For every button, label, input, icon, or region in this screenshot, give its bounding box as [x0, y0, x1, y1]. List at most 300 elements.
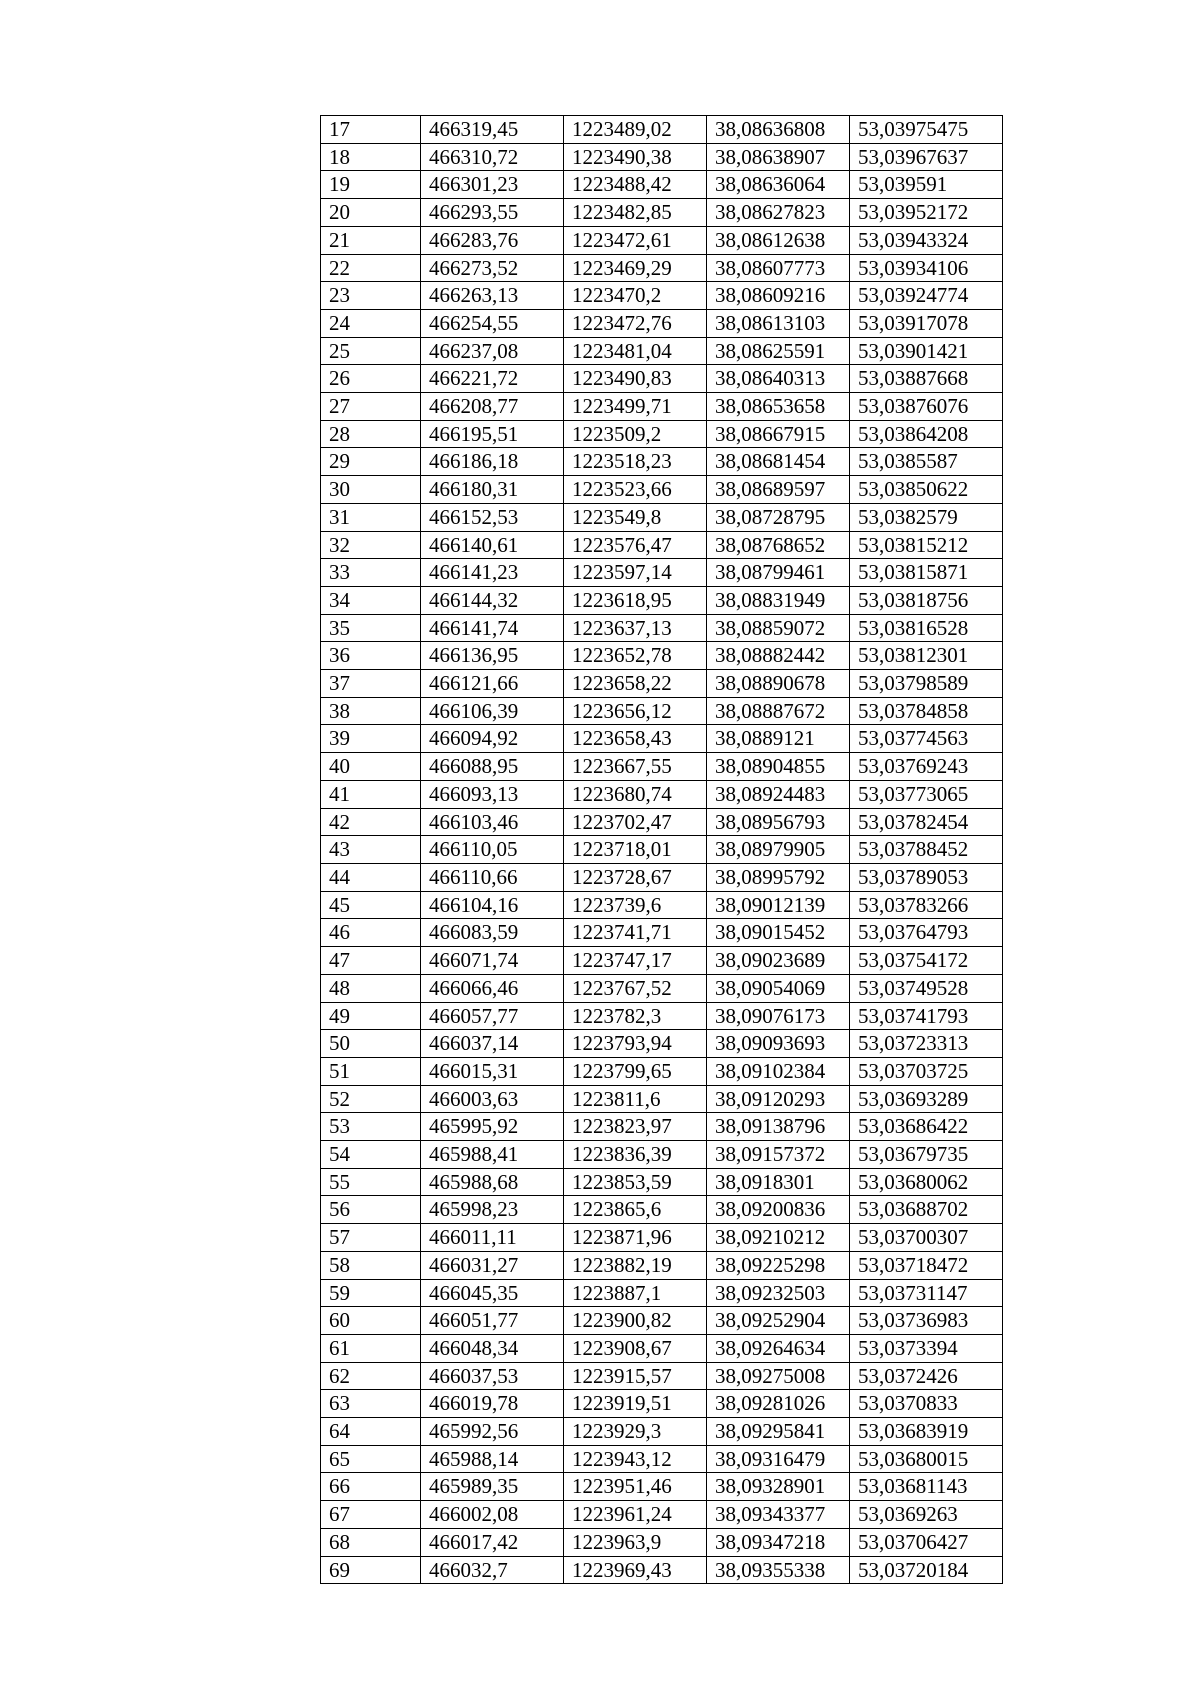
latitude-cell: 53,03754172	[850, 947, 1003, 975]
latitude-cell: 53,0373394	[850, 1334, 1003, 1362]
coordinates-table-body	[321, 116, 1003, 1584]
y-coordinate-cell: 1223509,2	[564, 420, 707, 448]
point-number-cell: 28	[321, 420, 421, 448]
table-row	[321, 1168, 1003, 1196]
latitude-cell: 53,039591	[850, 171, 1003, 199]
longitude-cell: 38,09076173	[707, 1002, 850, 1030]
latitude-cell: 53,03850622	[850, 476, 1003, 504]
y-coordinate-cell: 1223523,66	[564, 476, 707, 504]
y-coordinate-cell: 1223518,23	[564, 448, 707, 476]
table-row	[321, 947, 1003, 975]
table-row	[321, 199, 1003, 227]
y-coordinate-cell: 1223499,71	[564, 393, 707, 421]
point-number-cell: 44	[321, 863, 421, 891]
table-row	[321, 171, 1003, 199]
table-row	[321, 614, 1003, 642]
x-coordinate-cell: 465988,68	[421, 1168, 564, 1196]
point-number-cell: 67	[321, 1501, 421, 1529]
x-coordinate-cell: 466088,95	[421, 753, 564, 781]
point-number-cell: 39	[321, 725, 421, 753]
y-coordinate-cell: 1223836,39	[564, 1141, 707, 1169]
longitude-cell: 38,09264634	[707, 1334, 850, 1362]
y-coordinate-cell: 1223728,67	[564, 863, 707, 891]
longitude-cell: 38,09015452	[707, 919, 850, 947]
latitude-cell: 53,0372426	[850, 1362, 1003, 1390]
longitude-cell: 38,08887672	[707, 697, 850, 725]
point-number-cell: 50	[321, 1030, 421, 1058]
x-coordinate-cell: 466057,77	[421, 1002, 564, 1030]
longitude-cell: 38,08768652	[707, 531, 850, 559]
longitude-cell: 38,09157372	[707, 1141, 850, 1169]
longitude-cell: 38,09120293	[707, 1085, 850, 1113]
longitude-cell: 38,09328901	[707, 1473, 850, 1501]
x-coordinate-cell: 466103,46	[421, 808, 564, 836]
x-coordinate-cell: 466094,92	[421, 725, 564, 753]
longitude-cell: 38,08625591	[707, 337, 850, 365]
longitude-cell: 38,09275008	[707, 1362, 850, 1390]
y-coordinate-cell: 1223865,6	[564, 1196, 707, 1224]
table-row	[321, 808, 1003, 836]
y-coordinate-cell: 1223811,6	[564, 1085, 707, 1113]
longitude-cell: 38,08882442	[707, 642, 850, 670]
y-coordinate-cell: 1223482,85	[564, 199, 707, 227]
longitude-cell: 38,08609216	[707, 282, 850, 310]
table-row	[321, 642, 1003, 670]
y-coordinate-cell: 1223943,12	[564, 1445, 707, 1473]
point-number-cell: 43	[321, 836, 421, 864]
latitude-cell: 53,03688702	[850, 1196, 1003, 1224]
latitude-cell: 53,03789053	[850, 863, 1003, 891]
point-number-cell: 68	[321, 1528, 421, 1556]
table-row	[321, 1057, 1003, 1085]
longitude-cell: 38,08728795	[707, 503, 850, 531]
latitude-cell: 53,0370833	[850, 1390, 1003, 1418]
longitude-cell: 38,09355338	[707, 1556, 850, 1584]
y-coordinate-cell: 1223900,82	[564, 1307, 707, 1335]
table-row	[321, 1279, 1003, 1307]
longitude-cell: 38,08831949	[707, 586, 850, 614]
point-number-cell: 63	[321, 1390, 421, 1418]
point-number-cell: 41	[321, 780, 421, 808]
latitude-cell: 53,03720184	[850, 1556, 1003, 1584]
x-coordinate-cell: 466237,08	[421, 337, 564, 365]
latitude-cell: 53,03815212	[850, 531, 1003, 559]
latitude-cell: 53,03680062	[850, 1168, 1003, 1196]
point-number-cell: 21	[321, 226, 421, 254]
x-coordinate-cell: 466140,61	[421, 531, 564, 559]
longitude-cell: 38,09316479	[707, 1445, 850, 1473]
y-coordinate-cell: 1223919,51	[564, 1390, 707, 1418]
y-coordinate-cell: 1223469,29	[564, 254, 707, 282]
y-coordinate-cell: 1223472,61	[564, 226, 707, 254]
point-number-cell: 56	[321, 1196, 421, 1224]
y-coordinate-cell: 1223915,57	[564, 1362, 707, 1390]
latitude-cell: 53,03773065	[850, 780, 1003, 808]
point-number-cell: 32	[321, 531, 421, 559]
y-coordinate-cell: 1223488,42	[564, 171, 707, 199]
point-number-cell: 66	[321, 1473, 421, 1501]
latitude-cell: 53,03774563	[850, 725, 1003, 753]
latitude-cell: 53,03864208	[850, 420, 1003, 448]
y-coordinate-cell: 1223489,02	[564, 116, 707, 144]
point-number-cell: 37	[321, 670, 421, 698]
table-row	[321, 393, 1003, 421]
longitude-cell: 38,09295841	[707, 1418, 850, 1446]
latitude-cell: 53,03700307	[850, 1224, 1003, 1252]
x-coordinate-cell: 466144,32	[421, 586, 564, 614]
y-coordinate-cell: 1223799,65	[564, 1057, 707, 1085]
y-coordinate-cell: 1223823,97	[564, 1113, 707, 1141]
x-coordinate-cell: 466283,76	[421, 226, 564, 254]
table-row	[321, 780, 1003, 808]
point-number-cell: 48	[321, 974, 421, 1002]
latitude-cell: 53,03788452	[850, 836, 1003, 864]
point-number-cell: 64	[321, 1418, 421, 1446]
y-coordinate-cell: 1223767,52	[564, 974, 707, 1002]
point-number-cell: 17	[321, 116, 421, 144]
x-coordinate-cell: 465998,23	[421, 1196, 564, 1224]
latitude-cell: 53,03769243	[850, 753, 1003, 781]
point-number-cell: 61	[321, 1334, 421, 1362]
point-number-cell: 18	[321, 143, 421, 171]
longitude-cell: 38,09252904	[707, 1307, 850, 1335]
latitude-cell: 53,03967637	[850, 143, 1003, 171]
table-row	[321, 559, 1003, 587]
x-coordinate-cell: 466071,74	[421, 947, 564, 975]
y-coordinate-cell: 1223702,47	[564, 808, 707, 836]
longitude-cell: 38,09347218	[707, 1528, 850, 1556]
table-row	[321, 1085, 1003, 1113]
longitude-cell: 38,08890678	[707, 670, 850, 698]
x-coordinate-cell: 466319,45	[421, 116, 564, 144]
y-coordinate-cell: 1223658,22	[564, 670, 707, 698]
x-coordinate-cell: 466141,74	[421, 614, 564, 642]
longitude-cell: 38,08638907	[707, 143, 850, 171]
point-number-cell: 58	[321, 1251, 421, 1279]
x-coordinate-cell: 465988,14	[421, 1445, 564, 1473]
table-row	[321, 1390, 1003, 1418]
longitude-cell: 38,09102384	[707, 1057, 850, 1085]
longitude-cell: 38,08607773	[707, 254, 850, 282]
table-row	[321, 919, 1003, 947]
y-coordinate-cell: 1223680,74	[564, 780, 707, 808]
table-row	[321, 1501, 1003, 1529]
table-row	[321, 891, 1003, 919]
x-coordinate-cell: 466152,53	[421, 503, 564, 531]
y-coordinate-cell: 1223739,6	[564, 891, 707, 919]
table-row	[321, 116, 1003, 144]
x-coordinate-cell: 466015,31	[421, 1057, 564, 1085]
x-coordinate-cell: 465988,41	[421, 1141, 564, 1169]
y-coordinate-cell: 1223887,1	[564, 1279, 707, 1307]
x-coordinate-cell: 466019,78	[421, 1390, 564, 1418]
table-row	[321, 1334, 1003, 1362]
x-coordinate-cell: 466136,95	[421, 642, 564, 670]
longitude-cell: 38,08904855	[707, 753, 850, 781]
point-number-cell: 65	[321, 1445, 421, 1473]
latitude-cell: 53,03681143	[850, 1473, 1003, 1501]
latitude-cell: 53,03680015	[850, 1445, 1003, 1473]
point-number-cell: 36	[321, 642, 421, 670]
y-coordinate-cell: 1223637,13	[564, 614, 707, 642]
point-number-cell: 46	[321, 919, 421, 947]
latitude-cell: 53,03815871	[850, 559, 1003, 587]
point-number-cell: 33	[321, 559, 421, 587]
latitude-cell: 53,03917078	[850, 309, 1003, 337]
latitude-cell: 53,03876076	[850, 393, 1003, 421]
table-row	[321, 1362, 1003, 1390]
longitude-cell: 38,08979905	[707, 836, 850, 864]
longitude-cell: 38,08924483	[707, 780, 850, 808]
longitude-cell: 38,09281026	[707, 1390, 850, 1418]
x-coordinate-cell: 466110,66	[421, 863, 564, 891]
x-coordinate-cell: 466141,23	[421, 559, 564, 587]
longitude-cell: 38,08799461	[707, 559, 850, 587]
longitude-cell: 38,08613103	[707, 309, 850, 337]
longitude-cell: 38,08995792	[707, 863, 850, 891]
y-coordinate-cell: 1223961,24	[564, 1501, 707, 1529]
longitude-cell: 38,0889121	[707, 725, 850, 753]
latitude-cell: 53,0369263	[850, 1501, 1003, 1529]
table-row	[321, 1251, 1003, 1279]
table-row	[321, 753, 1003, 781]
longitude-cell: 38,08689597	[707, 476, 850, 504]
table-row	[321, 1307, 1003, 1335]
x-coordinate-cell: 465992,56	[421, 1418, 564, 1446]
y-coordinate-cell: 1223576,47	[564, 531, 707, 559]
table-row	[321, 1002, 1003, 1030]
x-coordinate-cell: 466104,16	[421, 891, 564, 919]
longitude-cell: 38,08653658	[707, 393, 850, 421]
y-coordinate-cell: 1223667,55	[564, 753, 707, 781]
table-row	[321, 670, 1003, 698]
table-row	[321, 365, 1003, 393]
point-number-cell: 51	[321, 1057, 421, 1085]
longitude-cell: 38,08667915	[707, 420, 850, 448]
x-coordinate-cell: 466066,46	[421, 974, 564, 1002]
point-number-cell: 34	[321, 586, 421, 614]
x-coordinate-cell: 466032,7	[421, 1556, 564, 1584]
x-coordinate-cell: 466110,05	[421, 836, 564, 864]
latitude-cell: 53,03723313	[850, 1030, 1003, 1058]
point-number-cell: 49	[321, 1002, 421, 1030]
x-coordinate-cell: 466037,14	[421, 1030, 564, 1058]
latitude-cell: 53,03706427	[850, 1528, 1003, 1556]
table-row	[321, 420, 1003, 448]
latitude-cell: 53,03703725	[850, 1057, 1003, 1085]
latitude-cell: 53,03731147	[850, 1279, 1003, 1307]
longitude-cell: 38,0918301	[707, 1168, 850, 1196]
x-coordinate-cell: 466301,23	[421, 171, 564, 199]
y-coordinate-cell: 1223793,94	[564, 1030, 707, 1058]
table-row	[321, 143, 1003, 171]
point-number-cell: 23	[321, 282, 421, 310]
latitude-cell: 53,03741793	[850, 1002, 1003, 1030]
longitude-cell: 38,09054069	[707, 974, 850, 1002]
latitude-cell: 53,03934106	[850, 254, 1003, 282]
table-row	[321, 586, 1003, 614]
table-row	[321, 1418, 1003, 1446]
table-row	[321, 476, 1003, 504]
y-coordinate-cell: 1223472,76	[564, 309, 707, 337]
latitude-cell: 53,03943324	[850, 226, 1003, 254]
point-number-cell: 30	[321, 476, 421, 504]
table-row	[321, 503, 1003, 531]
y-coordinate-cell: 1223718,01	[564, 836, 707, 864]
x-coordinate-cell: 466093,13	[421, 780, 564, 808]
latitude-cell: 53,03718472	[850, 1251, 1003, 1279]
table-row	[321, 1113, 1003, 1141]
point-number-cell: 38	[321, 697, 421, 725]
latitude-cell: 53,03693289	[850, 1085, 1003, 1113]
y-coordinate-cell: 1223549,8	[564, 503, 707, 531]
y-coordinate-cell: 1223782,3	[564, 1002, 707, 1030]
x-coordinate-cell: 466011,11	[421, 1224, 564, 1252]
latitude-cell: 53,0382579	[850, 503, 1003, 531]
longitude-cell: 38,08636808	[707, 116, 850, 144]
x-coordinate-cell: 465989,35	[421, 1473, 564, 1501]
longitude-cell: 38,09012139	[707, 891, 850, 919]
point-number-cell: 69	[321, 1556, 421, 1584]
table-row	[321, 282, 1003, 310]
point-number-cell: 60	[321, 1307, 421, 1335]
x-coordinate-cell: 466254,55	[421, 309, 564, 337]
y-coordinate-cell: 1223871,96	[564, 1224, 707, 1252]
point-number-cell: 31	[321, 503, 421, 531]
table-row	[321, 1141, 1003, 1169]
x-coordinate-cell: 466293,55	[421, 199, 564, 227]
table-row	[321, 863, 1003, 891]
latitude-cell: 53,0385587	[850, 448, 1003, 476]
x-coordinate-cell: 466180,31	[421, 476, 564, 504]
x-coordinate-cell: 466083,59	[421, 919, 564, 947]
point-number-cell: 26	[321, 365, 421, 393]
y-coordinate-cell: 1223652,78	[564, 642, 707, 670]
table-row	[321, 1556, 1003, 1584]
y-coordinate-cell: 1223882,19	[564, 1251, 707, 1279]
y-coordinate-cell: 1223618,95	[564, 586, 707, 614]
latitude-cell: 53,03784858	[850, 697, 1003, 725]
y-coordinate-cell: 1223656,12	[564, 697, 707, 725]
table-row	[321, 1030, 1003, 1058]
x-coordinate-cell: 466017,42	[421, 1528, 564, 1556]
x-coordinate-cell: 466037,53	[421, 1362, 564, 1390]
latitude-cell: 53,03686422	[850, 1113, 1003, 1141]
point-number-cell: 57	[321, 1224, 421, 1252]
y-coordinate-cell: 1223929,3	[564, 1418, 707, 1446]
point-number-cell: 55	[321, 1168, 421, 1196]
latitude-cell: 53,03887668	[850, 365, 1003, 393]
longitude-cell: 38,09343377	[707, 1501, 850, 1529]
table-row	[321, 1528, 1003, 1556]
point-number-cell: 24	[321, 309, 421, 337]
x-coordinate-cell: 466310,72	[421, 143, 564, 171]
y-coordinate-cell: 1223951,46	[564, 1473, 707, 1501]
latitude-cell: 53,03782454	[850, 808, 1003, 836]
point-number-cell: 20	[321, 199, 421, 227]
point-number-cell: 29	[321, 448, 421, 476]
latitude-cell: 53,03679735	[850, 1141, 1003, 1169]
longitude-cell: 38,09093693	[707, 1030, 850, 1058]
point-number-cell: 19	[321, 171, 421, 199]
latitude-cell: 53,03749528	[850, 974, 1003, 1002]
y-coordinate-cell: 1223741,71	[564, 919, 707, 947]
point-number-cell: 47	[321, 947, 421, 975]
x-coordinate-cell: 466106,39	[421, 697, 564, 725]
table-row	[321, 1196, 1003, 1224]
point-number-cell: 27	[321, 393, 421, 421]
x-coordinate-cell: 466221,72	[421, 365, 564, 393]
y-coordinate-cell: 1223969,43	[564, 1556, 707, 1584]
longitude-cell: 38,08627823	[707, 199, 850, 227]
point-number-cell: 45	[321, 891, 421, 919]
y-coordinate-cell: 1223658,43	[564, 725, 707, 753]
table-row	[321, 1445, 1003, 1473]
table-row	[321, 697, 1003, 725]
latitude-cell: 53,03924774	[850, 282, 1003, 310]
latitude-cell: 53,03764793	[850, 919, 1003, 947]
longitude-cell: 38,08636064	[707, 171, 850, 199]
longitude-cell: 38,09138796	[707, 1113, 850, 1141]
longitude-cell: 38,09023689	[707, 947, 850, 975]
latitude-cell: 53,03818756	[850, 586, 1003, 614]
longitude-cell: 38,09232503	[707, 1279, 850, 1307]
table-row	[321, 226, 1003, 254]
longitude-cell: 38,09200836	[707, 1196, 850, 1224]
point-number-cell: 25	[321, 337, 421, 365]
y-coordinate-cell: 1223481,04	[564, 337, 707, 365]
table-row	[321, 974, 1003, 1002]
y-coordinate-cell: 1223490,83	[564, 365, 707, 393]
table-row	[321, 836, 1003, 864]
longitude-cell: 38,08859072	[707, 614, 850, 642]
table-row	[321, 1224, 1003, 1252]
x-coordinate-cell: 466263,13	[421, 282, 564, 310]
point-number-cell: 54	[321, 1141, 421, 1169]
longitude-cell: 38,09210212	[707, 1224, 850, 1252]
table-row	[321, 254, 1003, 282]
x-coordinate-cell: 466002,08	[421, 1501, 564, 1529]
longitude-cell: 38,09225298	[707, 1251, 850, 1279]
point-number-cell: 42	[321, 808, 421, 836]
y-coordinate-cell: 1223470,2	[564, 282, 707, 310]
table-row	[321, 725, 1003, 753]
latitude-cell: 53,03975475	[850, 116, 1003, 144]
table-row	[321, 309, 1003, 337]
latitude-cell: 53,03901421	[850, 337, 1003, 365]
latitude-cell: 53,03683919	[850, 1418, 1003, 1446]
latitude-cell: 53,03736983	[850, 1307, 1003, 1335]
point-number-cell: 35	[321, 614, 421, 642]
y-coordinate-cell: 1223908,67	[564, 1334, 707, 1362]
x-coordinate-cell: 466048,34	[421, 1334, 564, 1362]
latitude-cell: 53,03798589	[850, 670, 1003, 698]
x-coordinate-cell: 466186,18	[421, 448, 564, 476]
table-row	[321, 1473, 1003, 1501]
latitude-cell: 53,03783266	[850, 891, 1003, 919]
x-coordinate-cell: 466003,63	[421, 1085, 564, 1113]
x-coordinate-cell: 466031,27	[421, 1251, 564, 1279]
latitude-cell: 53,03812301	[850, 642, 1003, 670]
point-number-cell: 59	[321, 1279, 421, 1307]
longitude-cell: 38,08640313	[707, 365, 850, 393]
point-number-cell: 22	[321, 254, 421, 282]
x-coordinate-cell: 466208,77	[421, 393, 564, 421]
table-row	[321, 337, 1003, 365]
latitude-cell: 53,03816528	[850, 614, 1003, 642]
x-coordinate-cell: 466195,51	[421, 420, 564, 448]
point-number-cell: 53	[321, 1113, 421, 1141]
